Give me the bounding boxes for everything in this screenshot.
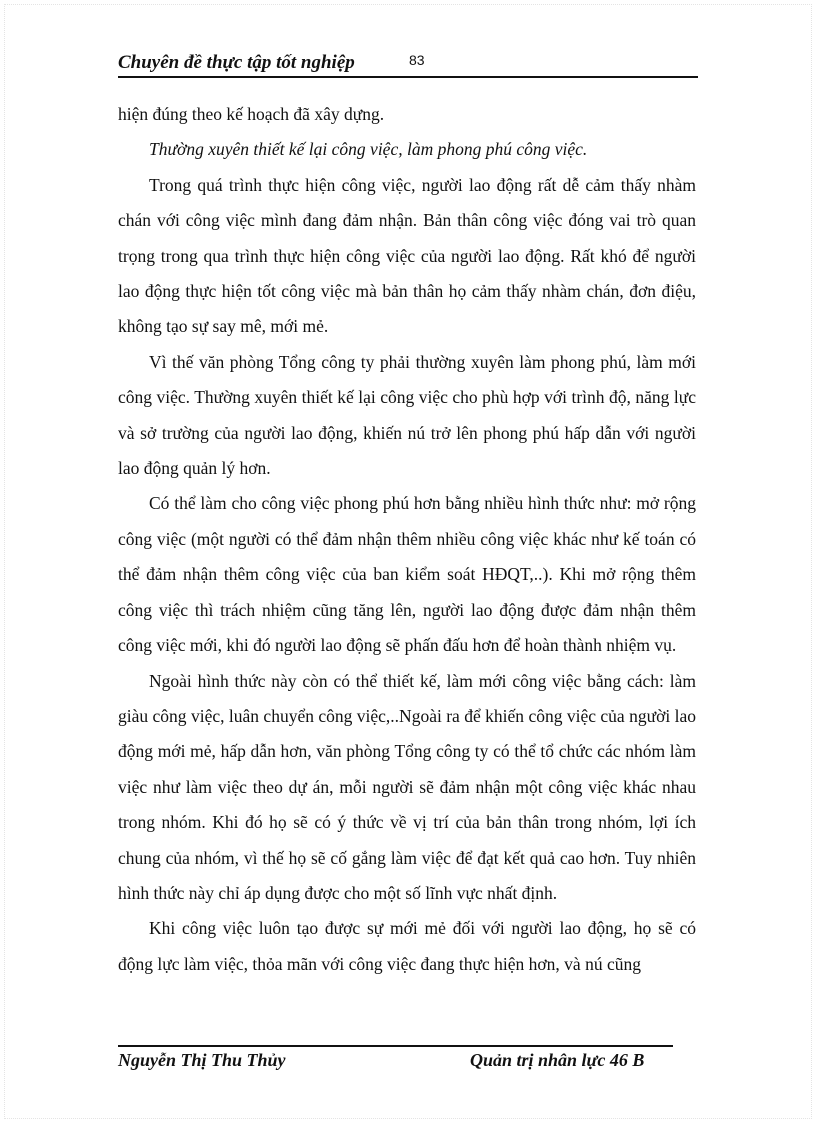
paragraph: Ngoài hình thức này còn có thể thiết kế, làm mới công việc bằng cách: làm giàu công việc, luân chuyển công việc,..Ngoài ra để khiến công việc của người lao động mới mẻ, hấp dẫn hơn, văn phòng Tổng công ty có thể tổ chức các nhóm làm việc như làm việc theo dự án, mỗi người sẽ đảm nhận một công việc khác nhau trong nhóm. Khi đó họ sẽ có ý thức về vị trí của bản thân trong nhóm, lợi ích chung của nhóm, vì thế họ sẽ cố gắng làm việc để đạt kết quả cao hơn. Tuy nhiên hình thức này chỉ áp dụng được cho một số lĩnh vực nhất định. xyxy=(118,670,696,903)
footer-rule xyxy=(118,1045,673,1047)
paragraph: hiện đúng theo kế hoạch đã xây dựng. xyxy=(118,104,385,124)
paragraph: Vì thế văn phòng Tổng công ty phải thường xuyên làm phong phú, làm mới công việc. Thường xuyên thiết kế lại công việc cho phù hợp với trình độ, năng lực và sở trường của người lao động, khiến nú trở lên phong phú hấp dẫn với người lao động quản lý hơn. xyxy=(118,351,696,479)
paragraph: Khi công việc luôn tạo được sự mới mẻ đối với người lao động, họ sẽ có động lực làm việc, thỏa mãn với công việc đang thực hiện hơn, và nú cũng xyxy=(118,918,696,974)
paragraph: Trong quá trình thực hiện công việc, người lao động rất dễ cảm thấy nhàm chán với công việc mình đang đảm nhận. Bản thân công việc đóng vai trò quan trọng trong qua trình thực hiện công việc của người lao động. Rất khó để người lao động thực hiện tốt công việc mà bản thân họ cảm thấy nhàm chán, đơn điệu, không tạo sự say mê, mới mẻ. xyxy=(118,174,696,337)
page-header xyxy=(118,52,698,76)
footer-class: Quản trị nhân lực 46 B xyxy=(470,1050,645,1070)
header-title: Chuyên đề thực tập tốt nghiệp xyxy=(118,52,355,73)
section-heading: Thường xuyên thiết kế lại công việc, làm phong phú công việc. xyxy=(149,139,588,160)
footer-author: Nguyễn Thị Thu Thủy xyxy=(118,1050,286,1070)
page-number: 83 xyxy=(409,52,425,68)
paragraph: Có thể làm cho công việc phong phú hơn bằng nhiều hình thức như: mở rộng công việc (một người có thể đảm nhận thêm nhiều công việc khác như kế toán có thể đảm nhận thêm công việc của ban kiểm soát HĐQT,..). Khi mở rộng thêm công việc thì trách nhiệm cũng tăng lên, người lao động được đảm nhận thêm công việc mới, khi đó người lao động sẽ phấn đấu hơn để hoàn thành nhiệm vụ. xyxy=(118,493,696,656)
document-body xyxy=(118,97,696,982)
header-rule xyxy=(118,76,698,78)
